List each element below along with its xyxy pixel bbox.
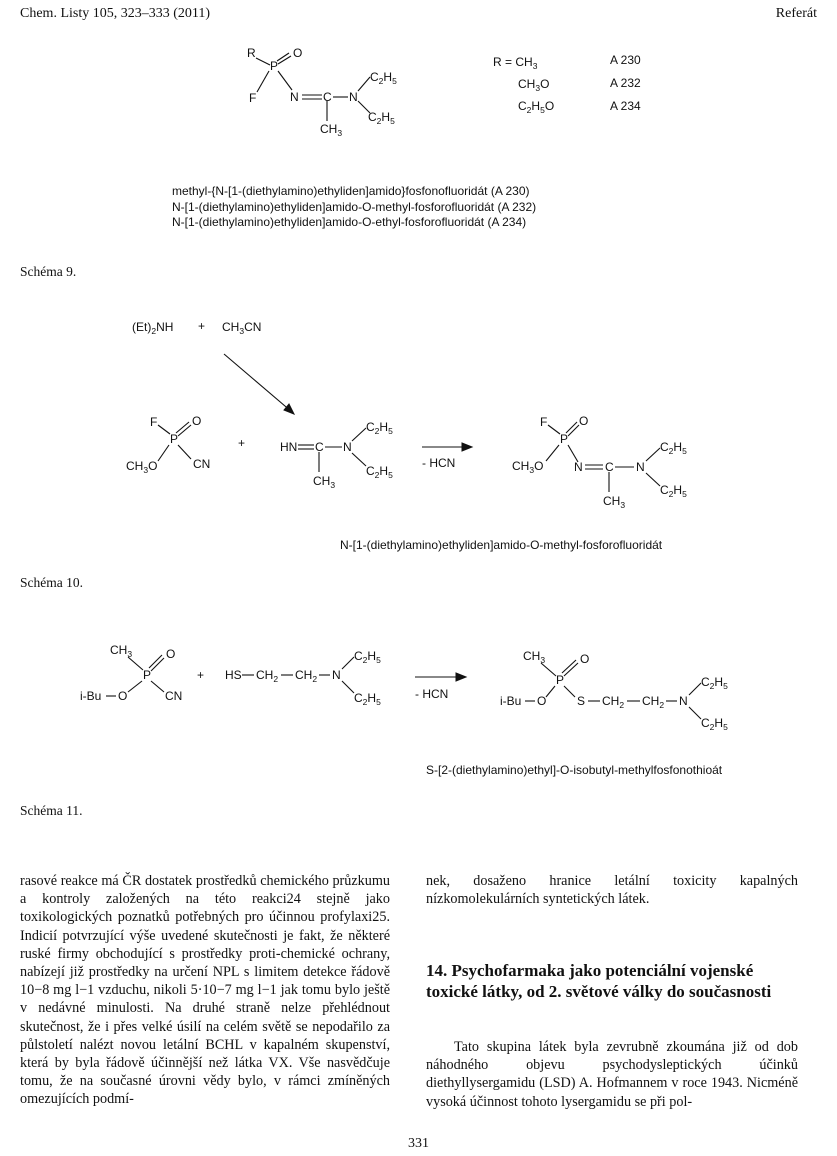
svg-text:C2H5: $C_2H_5$ bbox=[366, 420, 393, 436]
svg-text:F: F bbox=[540, 415, 548, 429]
svg-text:C2H5: $C_2H_5$ bbox=[701, 675, 728, 691]
svg-text:CH2: $CH_2$ bbox=[256, 668, 279, 684]
svg-text:HS: HS bbox=[225, 668, 242, 682]
svg-text:CN: CN bbox=[165, 689, 183, 703]
svg-text:O: O bbox=[580, 652, 590, 666]
atom-n2: N bbox=[349, 90, 358, 104]
right-column-paragraph bbox=[426, 1038, 798, 1111]
r-table-code-2: A 232 bbox=[610, 76, 641, 90]
compound-name-a232: N-[1-(diethylamino)ethyliden]amido-O-methyl-fosforofluoridát (A 232) bbox=[172, 199, 537, 214]
svg-text:C2H5: $C_2H_5$ bbox=[354, 691, 381, 707]
right-column bbox=[426, 872, 798, 908]
reagent-diethylamine: $(Et)_2NH$ bbox=[132, 320, 174, 336]
r-table-code-1: A 230 bbox=[610, 53, 641, 67]
svg-text:C2H5: $C_2H_5$ bbox=[366, 464, 393, 480]
r-table-row-3: $C_2H_5O$ bbox=[518, 99, 555, 115]
scheme10-product-name: N-[1-(diethylamino)ethyliden]amido-O-methyl-fosforofluoridát bbox=[340, 538, 663, 552]
left-column bbox=[20, 872, 390, 1109]
scheme9-r-table bbox=[493, 53, 641, 115]
journal-citation-text: Chem. Listy 105, 323–333 (2011) bbox=[20, 6, 211, 21]
svg-text:P: P bbox=[143, 668, 152, 682]
compound-name-a234: N-[1-(diethylamino)ethyliden]amido-O-ethyl-fosforofluoridát (A 234) bbox=[172, 215, 527, 229]
svg-text:N: N bbox=[343, 440, 352, 454]
group-c2h5-b: $C_2H_5$ bbox=[368, 110, 395, 126]
svg-text:CH3O: $CH_3O$ bbox=[512, 459, 544, 475]
svg-text:N: N bbox=[574, 460, 583, 474]
svg-text:O: O bbox=[537, 694, 547, 708]
svg-text:CH3: $CH_3$ bbox=[523, 649, 546, 665]
svg-text:CH3: $CH_3$ bbox=[110, 643, 133, 659]
svg-text:CH2: $CH_2$ bbox=[602, 694, 625, 710]
svg-text:N: N bbox=[332, 668, 341, 682]
svg-text:C: C bbox=[605, 460, 614, 474]
scheme10-caption: Schéma 10. bbox=[20, 575, 83, 590]
svg-text:HN: HN bbox=[280, 440, 298, 454]
r-table-row-2: $CH_3O$ bbox=[518, 77, 550, 93]
svg-text:+: + bbox=[197, 668, 205, 682]
svg-text:O: O bbox=[192, 414, 202, 428]
svg-text:CH2: $CH_2$ bbox=[642, 694, 665, 710]
scheme11 bbox=[80, 643, 728, 732]
svg-text:C: C bbox=[315, 440, 324, 454]
section-number: 14. bbox=[426, 961, 448, 980]
plus-top: + bbox=[198, 319, 206, 333]
arrow-label-11: - HCN bbox=[415, 687, 449, 701]
section-title: Psychofarmaka jako potenciální vojenské toxické látky, od 2. světové války do současnosti bbox=[426, 961, 772, 1001]
right-column-continuation: nek, dosaženo hranice letální toxicity kapalných nízkomolekulárních syntetických látek. bbox=[426, 873, 798, 908]
svg-text:CN: CN bbox=[193, 457, 211, 471]
svg-text:C2H5: $C_2H_5$ bbox=[660, 483, 687, 499]
section-heading bbox=[426, 960, 798, 1002]
arrow-label-10: - HCN bbox=[422, 456, 456, 470]
section-paragraph: Tato skupina látek byla zevrubně zkoumána již od dob náhodného objevu psychodysleptických účinků diethyllysergamidu (LSD) A. Hofmannem v roce 1943. Nicméně vysoká účinnost tohoto lysergamidu se při pol- bbox=[426, 1039, 798, 1110]
svg-text:C2H5: $C_2H_5$ bbox=[354, 649, 381, 665]
svg-text:i-Bu: i-Bu bbox=[80, 689, 102, 703]
scheme9-compound-names bbox=[172, 184, 536, 231]
svg-text:P: P bbox=[556, 673, 565, 687]
svg-text:CH3: $CH_3$ bbox=[603, 494, 626, 510]
plus-1: + bbox=[238, 436, 246, 450]
scheme9-caption: Schéma 9. bbox=[20, 264, 77, 279]
svg-text:i-Bu: i-Bu bbox=[500, 694, 522, 708]
article-type: Referát bbox=[775, 6, 817, 21]
r-table-row-1: $R = CH_3$ bbox=[493, 55, 538, 71]
scheme9-structure bbox=[247, 46, 397, 138]
scheme10 bbox=[126, 319, 687, 510]
scheme11-caption: Schéma 11. bbox=[20, 803, 83, 818]
svg-text:CH2: $CH_2$ bbox=[295, 668, 318, 684]
svg-text:O: O bbox=[118, 689, 128, 703]
svg-text:CH3O: $CH_3O$ bbox=[126, 459, 158, 475]
group-c2h5-a: $C_2H_5$ bbox=[370, 70, 397, 86]
page-number: 331 bbox=[408, 1136, 429, 1151]
svg-text:O: O bbox=[579, 414, 589, 428]
svg-text:P: P bbox=[170, 432, 179, 446]
svg-text:C2H5: $C_2H_5$ bbox=[660, 440, 687, 456]
svg-text:F: F bbox=[150, 415, 158, 429]
svg-text:CH3: $CH_3$ bbox=[313, 474, 336, 490]
atom-f: F bbox=[249, 91, 257, 105]
group-ch3: $CH_3$ bbox=[320, 122, 343, 138]
reagent-acetonitrile: $CH_3CN$ bbox=[222, 320, 262, 336]
svg-text:N: N bbox=[636, 460, 645, 474]
atom-n: N bbox=[290, 90, 299, 104]
svg-text:O: O bbox=[166, 647, 176, 661]
svg-text:S: S bbox=[577, 694, 586, 708]
left-column-paragraph: rasové reakce má ČR dostatek prostředků chemického průzkumu a kontroly založených na této reakci24 stejně jako toxikologických poznatků potřebných pro účinnou profylaxi25. Indicií potvrzující výše uvedené skutečnosti je fakt, že některé ruské firmy obchodující s prostředky proti-chemické ochrany, nabízejí již prostředky na určení NPL s limitem detekce řádově 10−8 mg l−1 vzduchu, nikoli 5·10−7 mg l−1 jak tomu bylo ještě v nedávné minulosti. Na druhé straně nelze přehlédnout skutečnost, že i přes velké úsilí na celém světě se nepodařilo za půlstoletí nalézt novou letální BCHL v kapalném skupenství, která by byla řádově účinnější než látka VX. Vše nasvědčuje tomu, že na současné úrovni vědy bylo, v rámci zmíněných omezujících podmí- bbox=[20, 873, 390, 1108]
r-table-code-3: A 234 bbox=[610, 99, 641, 113]
atom-o: O bbox=[293, 46, 303, 60]
compound-name-a230: methyl-{N-[1-(diethylamino)ethyliden]amido}fosfonofluoridát (A 230) bbox=[172, 184, 530, 198]
atom-r: R bbox=[247, 46, 256, 60]
svg-text:C2H5: $C_2H_5$ bbox=[701, 716, 728, 732]
svg-text:P: P bbox=[560, 432, 569, 446]
scheme11-product-name: S-[2-(diethylamino)ethyl]-O-isobutyl-methylfosfonothioát bbox=[426, 763, 723, 777]
atom-p: P bbox=[270, 59, 279, 73]
svg-text:N: N bbox=[679, 694, 688, 708]
atom-c: C bbox=[323, 90, 332, 104]
